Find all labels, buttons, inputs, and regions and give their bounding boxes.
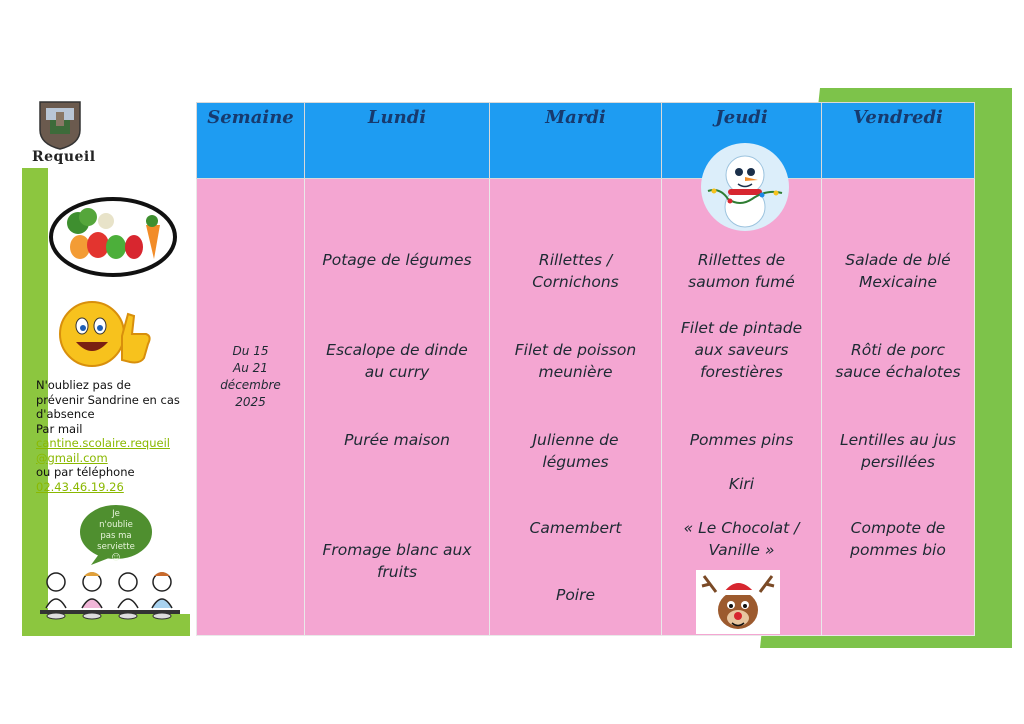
menu-line: fruits [376,563,418,581]
mardi-accompagnement [490,429,661,473]
vendredi-accompagnement [822,429,974,473]
menu-line: légumes [542,453,609,471]
info-line: N'oubliez pas de [36,378,131,392]
town-crest-icon [38,100,82,150]
week-line: Du 15 [232,344,269,358]
email-link-domain[interactable]: @gmail.com [36,450,108,465]
mardi-fromage: Camembert [529,519,622,537]
info-line: Par mail [36,421,83,436]
menu-line: sauce échalotes [835,363,961,381]
mardi-dessert: Poire [555,586,596,604]
menu-line: pommes bio [850,541,946,559]
menu-line: Lentilles au jus [840,431,956,449]
menu-line: saumon fumé [688,273,795,291]
menu-line: au curry [364,363,430,381]
lundi-dessert [305,539,489,583]
jeudi-dessert [662,517,821,561]
header-lundi: Lundi [305,103,490,179]
vendredi-plat [822,339,974,383]
jeudi-plat [662,317,821,383]
vendredi-cell [822,179,975,636]
mardi-entree [490,249,661,293]
menu-line: Mexicaine [858,273,938,291]
mardi-cell [490,179,662,636]
jeudi-cell [662,179,822,636]
children-eating-icon [40,568,180,626]
jeudi-fromage: Kiri [728,475,755,493]
lundi-plat [305,339,489,383]
menu-line: Rillettes / [538,251,613,269]
mardi-plat [490,339,661,383]
bubble-line: serviette [97,542,135,552]
week-line: Au 21 [233,361,268,375]
menu-line: Filet de pintade [680,319,803,337]
menu-line: Rôti de porc [850,341,946,359]
menu-line: Vanille » [708,541,775,559]
menu-line: « Le Chocolat / [683,519,800,537]
lundi-entree: Potage de légumes [322,251,472,269]
info-line: prévenir Sandrine en cas [36,392,180,407]
vendredi-dessert [822,517,974,561]
menu-line: Compote de [850,519,946,537]
header-jeudi: Jeudi [662,103,822,179]
snowman-icon [700,141,790,233]
menu-line: meunière [538,363,613,381]
menu-line: Julienne de [532,431,619,449]
header-semaine: Semaine [197,103,305,179]
menu-line: Filet de poisson [514,341,637,359]
week-cell [197,179,305,636]
reindeer-icon [696,570,780,634]
lundi-cell [305,179,490,636]
bubble-line: ☺ [111,553,121,563]
week-line: décembre [220,378,281,392]
weekly-menu-table [196,102,975,636]
phone-link[interactable]: 02.43.46.19.26 [36,479,124,494]
menu-line: Fromage blanc aux [322,541,472,559]
menu-line: Cornichons [532,273,619,291]
vegetables-icon [48,195,178,280]
jeudi-accompagnement: Pommes pins [689,431,794,449]
bubble-line: n'oublie [99,520,133,530]
header-mardi: Mardi [490,103,662,179]
menu-line: Escalope de dinde [326,341,468,359]
town-name: Requeil [32,149,96,165]
bubble-line: Je [112,509,120,519]
menu-line: Salade de blé [845,251,951,269]
week-line: 2025 [235,395,266,409]
info-line: ou par téléphone [36,465,135,479]
menu-line: aux saveurs [694,341,789,359]
bubble-line: pas ma [100,531,132,541]
smiley-thumbs-up-icon [56,296,156,370]
menu-line: Rillettes de [697,251,786,269]
header-vendredi: Vendredi [822,103,975,179]
info-line: d'absence [36,407,95,421]
menu-line: persillées [861,453,935,471]
week-dates [197,343,304,411]
email-link[interactable]: cantine.scolaire.requeil [36,436,170,450]
vendredi-entree [822,249,974,293]
contact-info [36,378,186,494]
menu-line: forestières [700,363,783,381]
lundi-accompagnement: Purée maison [344,431,450,449]
bubble-text [82,509,150,564]
jeudi-entree [662,249,821,293]
